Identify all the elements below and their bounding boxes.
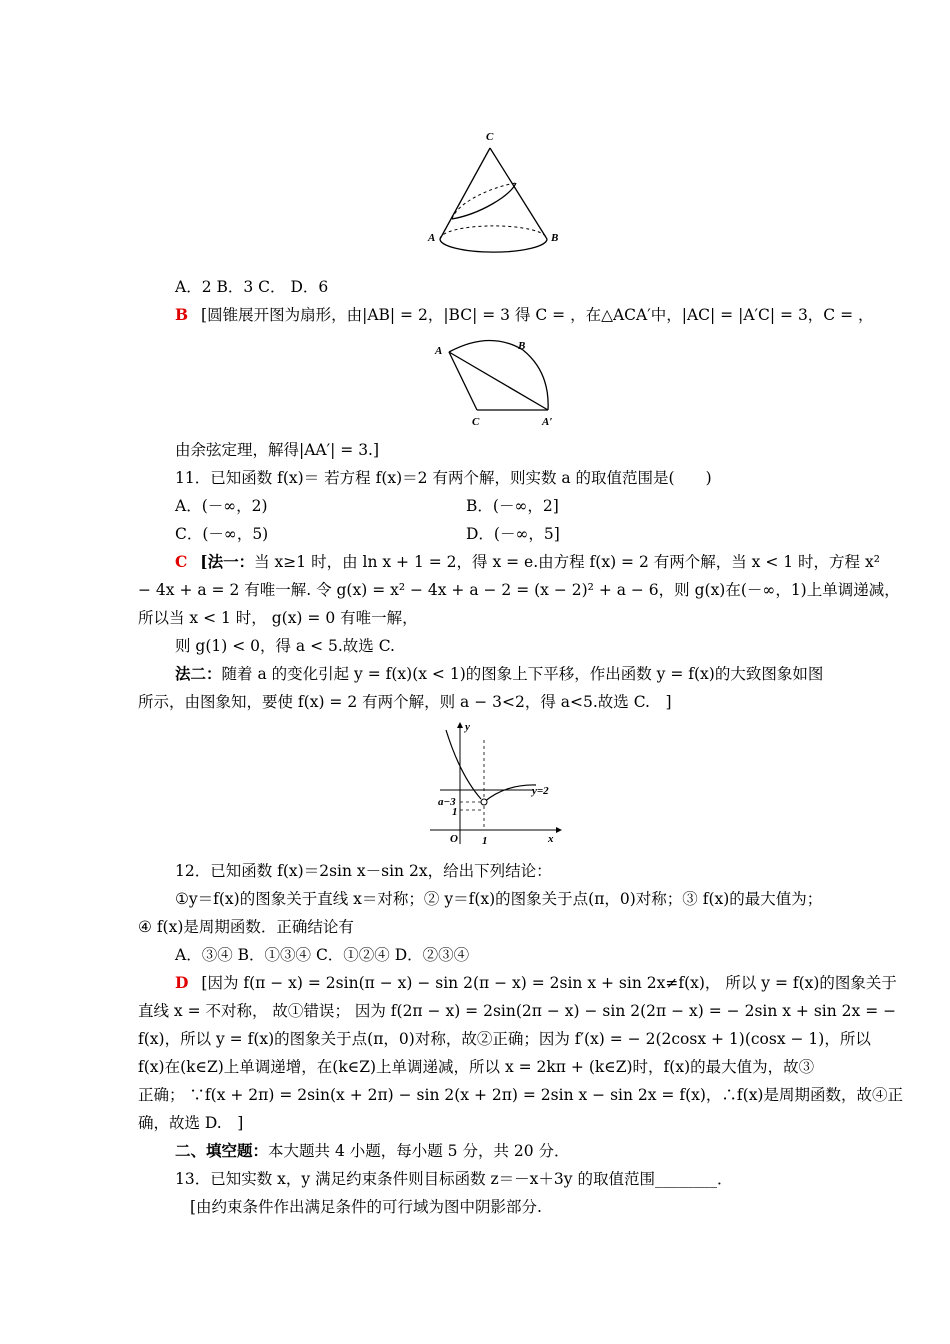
q12-options: A．③④ B．①③④ C．①②④ D．②③④ (175, 946, 470, 964)
cone-label-b: B (551, 232, 559, 244)
q12-answer-line6: 确，故选 D. ] (138, 1114, 244, 1132)
q11-option-d: D．(－∞，5] (466, 525, 560, 543)
q12-answer-line4: f(x)在(k∈Z)上单调递增，在(k∈Z)上单调递减，所以 x = 2kπ + (k∈Z)时，f(x)的最大值为，故③ (138, 1058, 815, 1076)
q11-answer-line2: − 4x + a = 2 有唯一解. 令 g(x) = x² − 4x + a − 2 = (x − 2)² + a − 6，则 g(x)在(－∞，1)上单调递减， (138, 581, 900, 599)
q11-answer-line6: 所示，由图象知，要使 f(x) = 2 有两个解，则 a − 3<2，得 a<5.故选 C. ] (138, 693, 672, 711)
section-2-text: 本大题共 4 小题，每小题 5 分，共 20 分． (268, 1142, 570, 1160)
q12-answer-text: [因为 f(π − x) = 2sin(π − x) − sin 2(π − x) = 2sin x + sin 2x≠f(x)， 所以 y = f(x)的图象关于 (201, 974, 897, 992)
graph-one-y-label: 1 (452, 806, 458, 818)
sector-figure (428, 332, 568, 432)
q11-stem: 11．已知函数 f(x)＝ 若方程 f(x)＝2 有两个解，则实数 a 的取值范围是( ) (175, 469, 712, 487)
section-2-heading (175, 1140, 570, 1162)
q12-answer-letter: D (175, 973, 189, 992)
q11-option-c: C．(－∞，5) (175, 525, 269, 543)
q12-answer-line2: 直线 x = 不对称， 故①错误； 因为 f(2π − x) = 2sin(2π − x) − sin 2(2π − x) = − 2sin x + sin 2x = − (138, 1002, 897, 1020)
sector-label-a: A (435, 345, 443, 357)
q12-stem: 12．已知函数 f(x)＝2sin x－sin 2x，给出下列结论： (175, 862, 552, 880)
cone-label-c: C (486, 131, 494, 143)
q12-answer-line1 (175, 972, 897, 994)
q12-line2: ①y＝f(x)的图象关于直线 x＝对称；② y＝f(x)的图象关于点(π，0)对称；③ f(x)的最大值为； (175, 890, 823, 908)
q11-answer-line1 (175, 551, 880, 573)
function-graph-figure (424, 720, 564, 850)
q11-answer-line4: 则 g(1) < 0，得 a < 5.故选 C. (175, 637, 395, 655)
graph-line-label: y=2 (532, 785, 549, 797)
q10-answer-end: 由余弦定理，解得|AA′| = 3.] (175, 441, 380, 459)
q12-answer-line3: f(x)，所以 y = f(x)的图象关于点(π，0)对称，故②正确；因为 f′(x) = − 2(2cosx + 1)(cosx − 1)，所以 (138, 1030, 871, 1048)
q13-stem: 13．已知实数 x，y 满足约束条件则目标函数 z＝－x＋3y 的取值范围________． (175, 1170, 733, 1188)
sector-label-a-prime: A′ (542, 416, 553, 428)
section-2-label: 二、填空题： (175, 1141, 269, 1160)
q11-option-b: B．(－∞，2] (466, 497, 559, 515)
sector-label-c: C (472, 416, 480, 428)
q10-answer-text: [圆锥展开图为扇形，由|AB| = 2，|BC| = 3 得 C = ，在△ACA′中，|AC| = |A′C| = 3，C = ， (201, 306, 874, 324)
graph-one-x-label: 1 (482, 835, 488, 847)
q10-answer-letter: B (175, 305, 189, 324)
graph-x-axis-label: x (548, 833, 554, 845)
q11-answer-line5 (175, 663, 823, 685)
q11-answer-letter: C (175, 552, 188, 571)
cone-label-a: A (428, 232, 436, 244)
graph-origin-label: O (450, 833, 458, 845)
q11-answer-line3: 所以当 x < 1 时， g(x) = 0 有唯一解， (138, 609, 418, 627)
q12-answer-line5: 正确； ∵f(x + 2π) = 2sin(x + 2π) − sin 2(x + 2π) = 2sin x − sin 2x = f(x)，∴f(x)是周期函数，故④正 (138, 1086, 903, 1104)
q12-line3: ④ f(x)是周期函数．正确结论有 (138, 918, 354, 936)
q11-method1-label: [法一： (200, 552, 255, 571)
q10-answer (175, 304, 874, 326)
q10-options: A．2 B．3 C． D．6 (175, 278, 329, 296)
q13-answer: [由约束条件作出满足条件的可行域为图中阴影部分. (190, 1198, 542, 1216)
graph-a3-label: a−3 (438, 796, 456, 808)
q11-method2-label: 法二： (175, 664, 222, 683)
q11-method1-text: 当 x≥1 时，由 ln x + 1 = 2，得 x = e.由方程 f(x) = 2 有两个解，当 x < 1 时，方程 x² (254, 553, 880, 571)
q11-option-a: A．(－∞，2) (175, 497, 268, 515)
sector-label-b: B (518, 340, 526, 352)
q11-method2-text: 随着 a 的变化引起 y = f(x)(x < 1)的图象上下平移，作出函数 y = f(x)的大致图象如图 (221, 665, 824, 683)
graph-y-axis-label: y (465, 721, 470, 733)
cone-figure (420, 126, 570, 256)
